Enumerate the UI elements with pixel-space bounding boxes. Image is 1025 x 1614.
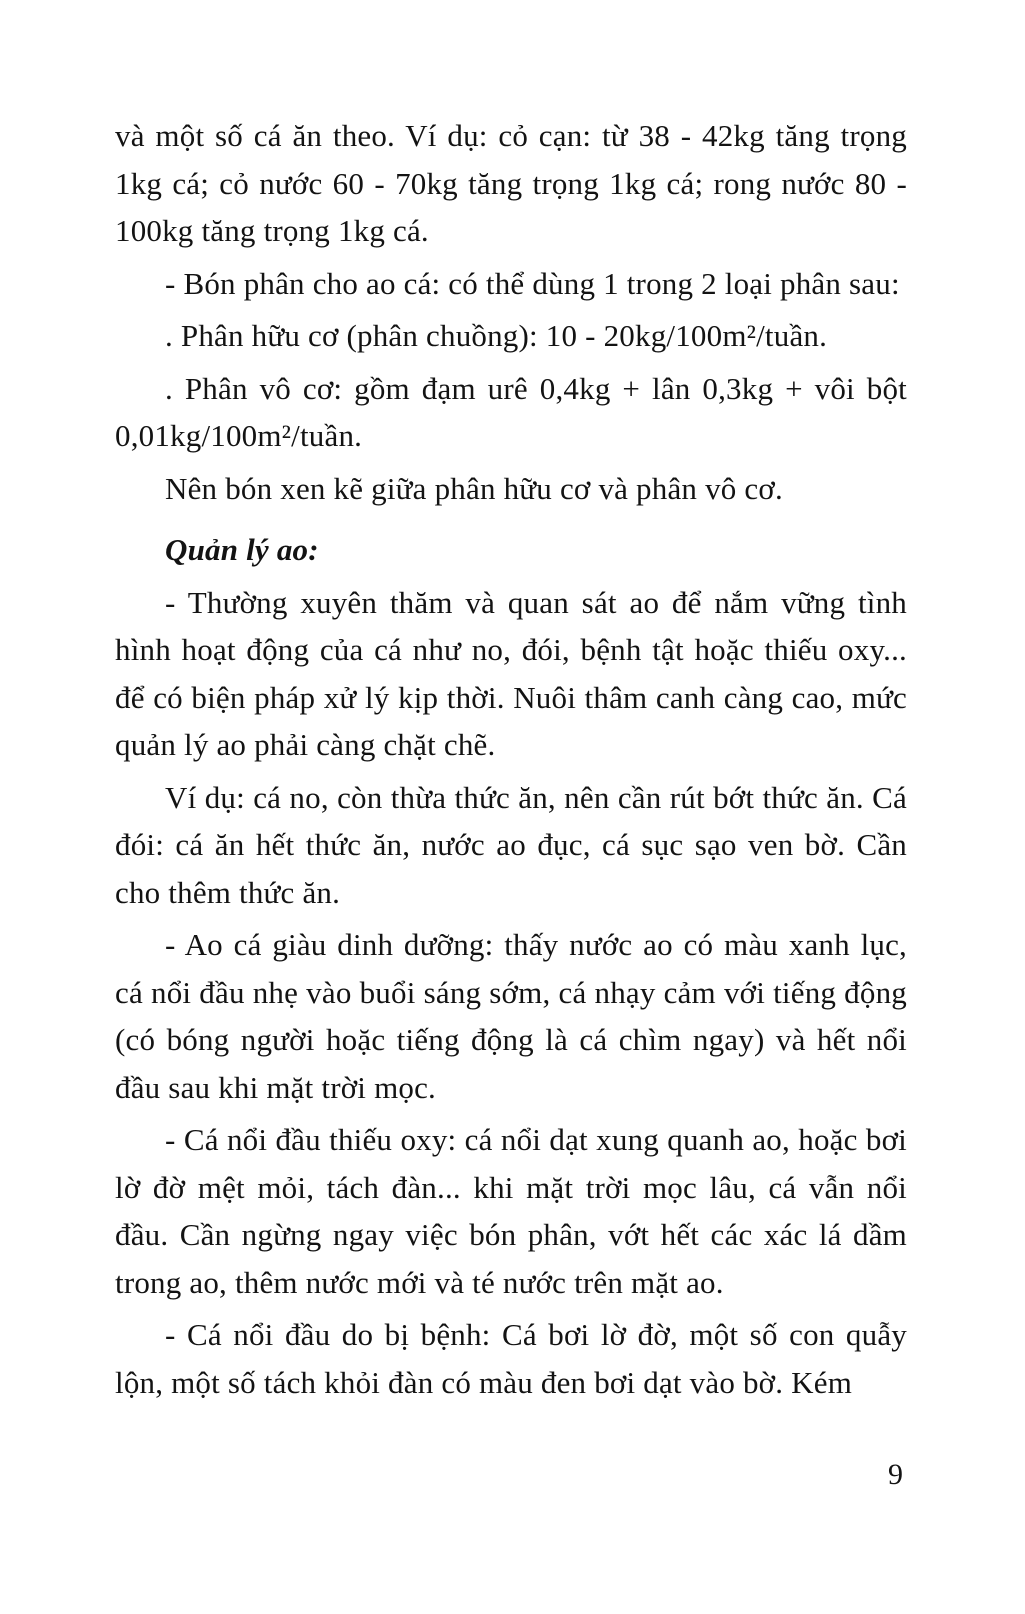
paragraph: - Thường xuyên thăm và quan sát ao để nắm vững tình hình hoạt động của cá như no, đói, bệnh tật hoặc thiếu oxy... để có biện pháp xử lý kịp thời. Nuôi thâm canh càng cao, mức quản lý ao phải càng chặt chẽ. (115, 584, 907, 762)
paragraph: - Cá nổi đầu do bị bệnh: Cá bơi lờ đờ, một số con quẫy lộn, một số tách khỏi đàn có màu đen bơi dạt vào bờ. Kém (115, 1317, 907, 1400)
paragraph: và một số cá ăn theo. Ví dụ: cỏ cạn: từ 38 - 42kg tăng trọng 1kg cá; cỏ nước 60 - 70kg tăng trọng 1kg cá; rong nước 80 - 100kg tăng trọng 1kg cá. (115, 118, 907, 248)
section-heading: Quản lý ao: (165, 532, 319, 567)
page-number: 9 (888, 1458, 903, 1491)
paragraph: Ví dụ: cá no, còn thừa thức ăn, nên cần rút bớt thức ăn. Cá đói: cá ăn hết thức ăn, nước ao đục, cá sục sạo ven bờ. Cần cho thêm thức ăn. (115, 779, 907, 910)
paragraph: . Phân vô cơ: gồm đạm urê 0,4kg + lân 0,3kg + vôi bột 0,01kg/100m²/tuần. (115, 370, 907, 453)
paragraph: Nên bón xen kẽ giữa phân hữu cơ và phân vô cơ. (165, 470, 783, 506)
page-text-block (115, 112, 907, 1411)
paragraph: . Phân hữu cơ (phân chuồng): 10 - 20kg/100m²/tuần. (165, 318, 828, 353)
paragraph: - Cá nổi đầu thiếu oxy: cá nổi dạt xung quanh ao, hoặc bơi lờ đờ mệt mỏi, tách đàn... khi mặt trời mọc lâu, cá vẫn nổi đầu. Cần ngừng ngay việc bón phân, vớt hết các xác lá dầm trong ao, thêm nước mới và té nước trên mặt ao. (115, 1122, 907, 1300)
paragraph: - Ao cá giàu dinh dưỡng: thấy nước ao có màu xanh lục, cá nổi đầu nhẹ vào buổi sáng sớm, cá nhạy cảm với tiếng động (có bóng người hoặc tiếng động là cá chìm ngay) và hết nổi đầu sau khi mặt trời mọc. (115, 927, 907, 1105)
paragraph: - Bón phân cho ao cá: có thể dùng 1 trong 2 loại phân sau: (165, 265, 900, 301)
